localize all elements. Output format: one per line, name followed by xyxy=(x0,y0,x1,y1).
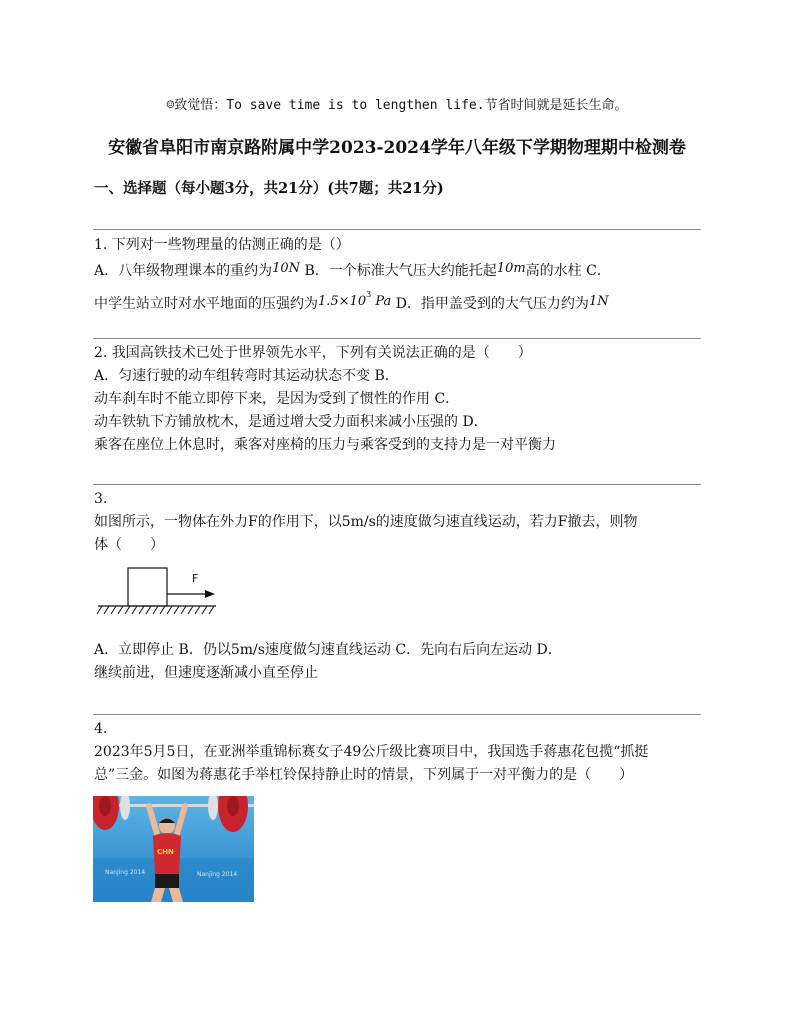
math-1n: 1N xyxy=(588,294,609,309)
question-4-stem: 总”三金。如图为蒋惠花手举杠铃保持静止时的情景，下列属于一对平衡力的是（ ） xyxy=(94,767,634,783)
option-a: A．八年级物理课本的重约为10N xyxy=(94,261,301,279)
question-3-number: 3. xyxy=(94,491,108,507)
question-2 xyxy=(94,342,698,457)
arrow-head-icon xyxy=(205,590,215,598)
motto: ☺致觉悟：To save time is to lengthen life.节省时间就是延长生命。 xyxy=(166,98,628,113)
divider xyxy=(93,484,701,485)
question-1-stem: 1. 下列对一些物理量的估测正确的是（） xyxy=(94,237,350,253)
question-4 xyxy=(94,718,698,787)
divider xyxy=(93,714,701,715)
question-1 xyxy=(94,234,698,316)
question-4-stem: 2023年5月5日，在亚洲举重锦标赛女子49公斤级比赛项目中，我国选手蒋惠花包揽“抓挺 xyxy=(94,744,649,760)
math-pressure: $1.5\times 10^3$ Pa xyxy=(318,290,392,309)
question-4-number: 4. xyxy=(94,721,108,737)
section-heading: 一、选择题（每小题3分，共21分）(共7题；共21分) xyxy=(94,180,444,197)
question-3-stem: 如图所示，一物体在外力F的作用下，以5m/s的速度做匀速直线运动，若力F撤去，则物 xyxy=(94,514,638,530)
question-3-stem: 体（ ） xyxy=(94,537,164,553)
question-2-stem: 2. 我国高铁技术已处于世界领先水平，下列有关说法正确的是（ ） xyxy=(94,345,532,361)
math-10n: 10N xyxy=(272,261,301,276)
question-3 xyxy=(94,488,698,557)
question-3-option-line: 继续前进，但速度逐渐减小直至停止 xyxy=(94,665,318,681)
block-force-figure xyxy=(96,565,226,623)
option-c: 中学生站立时对水平地面的压强约为$1.5\times 10^3$ Pa xyxy=(94,290,392,312)
option-d: D．指甲盖受到的大气压力约为1N xyxy=(391,294,609,312)
svg-text:Nanjing 2014: Nanjing 2014 xyxy=(105,869,146,876)
question-2-line: 动车铁轨下方铺放枕木，是通过增大受力面积来减小压强的 D． xyxy=(94,414,488,430)
divider xyxy=(93,229,701,230)
block xyxy=(128,568,167,606)
svg-text:CHN: CHN xyxy=(157,848,174,856)
question-3-option-line: A．立即停止 B．仍以5m/s速度做匀速直线运动 C．先向右后向左运动 D． xyxy=(94,642,562,658)
math-10m: 10m xyxy=(496,261,526,276)
page-title: 安徽省阜阳市南京路附属中学2023-2024学年八年级下学期物理期中检测卷 xyxy=(108,138,686,158)
svg-text:Nanjing 2014: Nanjing 2014 xyxy=(197,871,238,878)
divider xyxy=(93,338,701,339)
weightlifter-photo xyxy=(93,796,254,902)
question-2-line: 乘客在座位上休息时，乘客对座椅的压力与乘客受到的支持力是一对平衡力 xyxy=(94,437,556,453)
ground-hatching xyxy=(97,606,214,614)
force-label: F xyxy=(192,572,199,585)
question-2-line: 动车刹车时不能立即停下来，是因为受到了惯性的作用 C． xyxy=(94,391,460,407)
question-3-options xyxy=(94,639,698,685)
question-2-line: A．匀速行驶的动车组转弯时其运动状态不变 B． xyxy=(94,368,399,384)
option-b: B．一个标准大气压大约能托起10m高的水柱 C． xyxy=(304,261,611,279)
